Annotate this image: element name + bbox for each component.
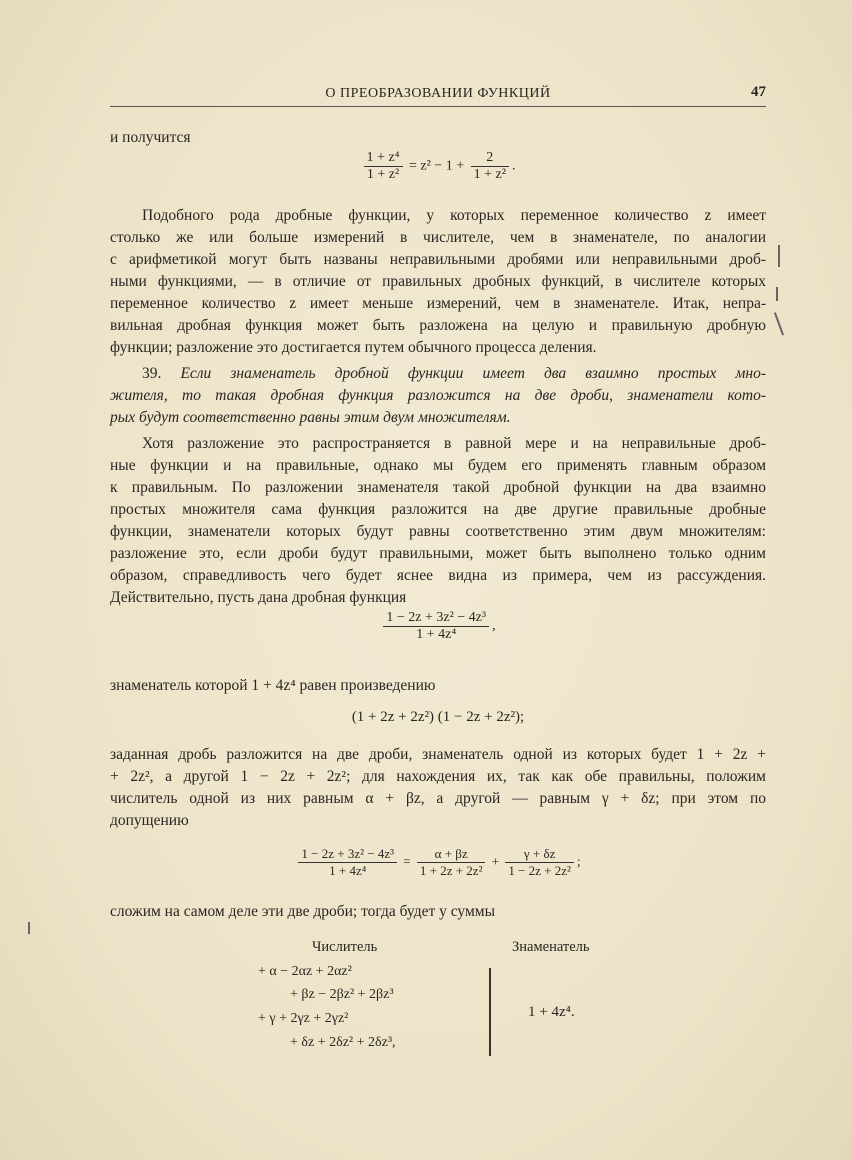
text-line: вильная дробная функция может быть разложена на целую и правильную дробную [110, 317, 766, 334]
fraction-denominator: 1 + 2z + 2z² [419, 863, 483, 878]
numerator-row: + γ + 2γz + 2γz² [258, 1011, 349, 1026]
fraction-numerator: 1 − 2z + 3z² − 4z³ [298, 846, 397, 863]
margin-mark [774, 312, 784, 335]
fraction-denominator: 1 + 4z⁴ [329, 863, 367, 878]
text-line: ные функции и на правильные, однако мы будем его применять главным образом [110, 457, 766, 474]
section-number: 39. [142, 365, 162, 382]
text-line: допущению [110, 812, 189, 829]
fraction-denominator: 1 + 4z⁴ [416, 627, 457, 642]
formula-1 [110, 150, 766, 183]
section-text-line: жителя, то такая дробная функция разложится на две дроби, знаменатели кото- [110, 387, 766, 404]
text-line: функции, знаменатели которых будут равны соответственно этим двум множителям: [110, 523, 766, 540]
text-line: Подобного рода дробные функции, у которых переменное количество z имеет [142, 207, 766, 224]
section-text-line [110, 364, 766, 384]
formula-equals: = [403, 853, 411, 869]
text-line: числитель одной из них равным α + βz, а другой — равным γ + δz; при этом по [110, 790, 766, 807]
text-line: Действительно, пусть дана дробная функция [110, 589, 407, 606]
formula-punct: . [511, 158, 516, 174]
formula-2 [110, 610, 766, 643]
text-line: образом, справедливость чего будет яснее видна из примера, чем из рассуждения. [110, 567, 766, 584]
fraction-numerator: γ + δz [505, 846, 574, 863]
formula-text: = z² − 1 + [409, 158, 465, 174]
page-number: 47 [751, 84, 766, 100]
text-line: Хотя разложение это распространяется в равной мере и на неправильные дроб- [142, 435, 766, 452]
formula-3: (1 + 2z + 2z²) (1 − 2z + 2z²); [351, 709, 525, 725]
formula-punct: , [492, 618, 496, 634]
text-line: заданная дробь разложится на две дроби, знаменатель одной из которых будет 1 + 2z + [110, 746, 766, 763]
text-line: столько же или больше измерений в числителе, чем в знаменателе, по аналогии [110, 229, 766, 246]
text-line: простых множителя сама функция разложится на две другие правильные дробные [110, 501, 766, 518]
numerator-row: + α − 2αz + 2αz² [258, 964, 352, 979]
margin-mark [28, 922, 30, 934]
text-line: с арифметикой могут быть названы неправильными дробями или неправильными дроб- [110, 251, 766, 268]
section-text-line: рых будут соответственно равны этим двум множителям. [110, 409, 511, 426]
denominator-line: знаменатель которой 1 + 4z⁴ равен произведению [110, 677, 436, 694]
formula-4 [110, 846, 766, 879]
fraction-denominator: 1 + z² [366, 167, 400, 182]
denominator-header: Знаменатель [512, 939, 590, 955]
text-line: к правильным. По разложении знаменателя такой дробной функции на два взаимно [110, 479, 766, 496]
intro-text: и получится [110, 129, 191, 146]
text-line: ными функциями, — в отличие от правильных дробных функций, в числителе которых [110, 273, 766, 290]
numerator-row: + βz − 2βz² + 2βz³ [290, 987, 394, 1002]
denominator-value: 1 + 4z⁴. [528, 1004, 575, 1020]
margin-mark [776, 287, 778, 301]
table-divider [489, 968, 491, 1056]
fraction-denominator: 1 + z² [473, 167, 506, 182]
running-title: О ПРЕОБРАЗОВАНИИ ФУНКЦИЙ [325, 86, 551, 101]
fraction-numerator: 2 [471, 150, 509, 167]
section-text: Если знаменатель дробной функции имеет два взаимно простых мно- [180, 365, 766, 382]
text-line: разложение это, если дроби будут правильными, может быть выполнено только одним [110, 545, 766, 562]
formula-punct: ; [576, 853, 581, 869]
fraction-denominator: 1 − 2z + 2z² [508, 863, 571, 878]
text-line: переменное количество z имеет меньше измерений, чем в знаменателе. Итак, непра- [110, 295, 766, 312]
margin-mark [778, 245, 780, 267]
fraction-numerator: α + βz [417, 846, 486, 863]
text-line: + 2z², а другой 1 − 2z + 2z²; для нахождения их, так как обе правильны, положим [110, 768, 766, 785]
fraction-numerator: 1 − 2z + 3z² − 4z³ [383, 610, 489, 627]
numerator-header: Числитель [312, 939, 378, 955]
page-header [110, 84, 766, 107]
fraction-numerator: 1 + z⁴ [364, 150, 403, 167]
numerator-row: + δz + 2δz² + 2δz³, [290, 1035, 396, 1050]
text-line: функции; разложение это достигается путем обычного процесса деления. [110, 339, 597, 356]
formula-plus: + [491, 853, 500, 869]
sum-line: сложим на самом деле эти две дроби; тогда будет у суммы [110, 903, 495, 920]
